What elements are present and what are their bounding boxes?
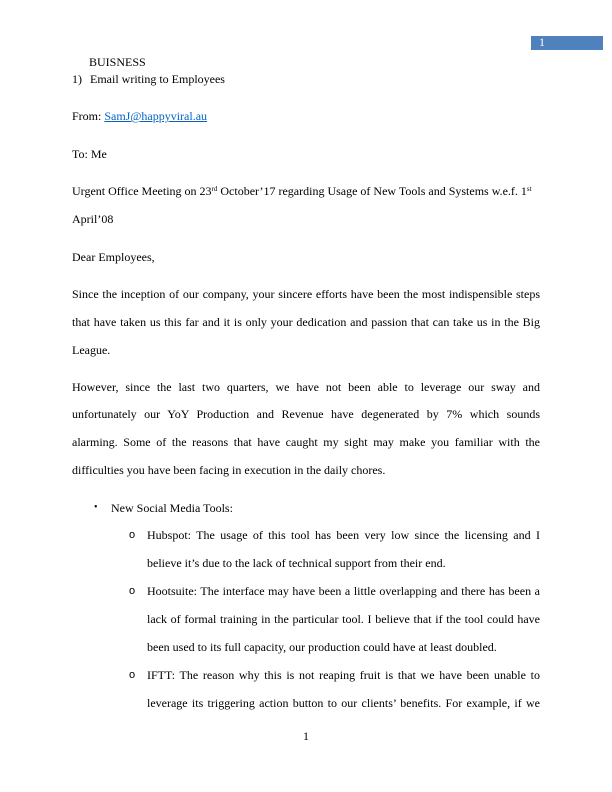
paragraph1-line: Since the inception of our company, your sincere efforts have been the most indispensible steps bbox=[72, 287, 540, 301]
sub-item-line: been used to its full capacity, our production could have at least doubled. bbox=[147, 640, 497, 654]
sub-bullet-icon: o bbox=[129, 669, 136, 681]
bullet-icon: • bbox=[94, 502, 98, 513]
section-title: Email writing to Employees bbox=[90, 72, 225, 86]
document-title: BUISNESS bbox=[89, 55, 146, 69]
sub-item-line: leverage its triggering action button to our clients’ benefits. For example, if we bbox=[147, 696, 540, 710]
header-page-number-box bbox=[531, 36, 603, 50]
greeting: Dear Employees, bbox=[72, 250, 155, 264]
paragraph2-line: alarming. Some of the reasons that have caught my sight may make you familiar with the bbox=[72, 435, 540, 449]
section-number: 1) bbox=[72, 72, 82, 86]
from-email-link[interactable]: SamJ@happyviral.au bbox=[104, 109, 208, 123]
footer-page-number: 1 bbox=[303, 729, 309, 743]
paragraph2-line: unfortunately our YoY Production and Revenue have degenerated by 7% which sounds bbox=[72, 407, 540, 421]
from-label: From: bbox=[72, 109, 105, 123]
header-page-number: 1 bbox=[539, 35, 545, 49]
bullet-label: New Social Media Tools: bbox=[111, 501, 233, 515]
sub-item-line: Hootsuite: The interface may have been a little overlapping and there has been a bbox=[147, 584, 540, 598]
sub-bullet-icon: o bbox=[129, 585, 136, 597]
paragraph2-line: However, since the last two quarters, we have not been able to leverage our sway and bbox=[72, 380, 540, 394]
sub-item-line: Hubspot: The usage of this tool has been very low since the licensing and I bbox=[147, 528, 540, 542]
email-from bbox=[72, 109, 207, 123]
paragraph2-line: difficulties you have been facing in execution in the daily chores. bbox=[72, 463, 386, 477]
sub-bullet-icon: o bbox=[129, 529, 136, 541]
paragraph1-line: that have taken us this far and it is only your dedication and passion that can take us in the Big bbox=[72, 315, 540, 329]
paragraph1-line: League. bbox=[72, 343, 111, 357]
email-subject-line2: April’08 bbox=[72, 212, 114, 226]
sub-item-line: lack of formal training in the particular tool. I believe that if the tool could have bbox=[147, 612, 540, 626]
sub-item-line: IFTT: The reason why this is not reaping fruit is that we have been unable to bbox=[147, 668, 540, 682]
email-to: To: Me bbox=[72, 147, 107, 161]
sub-item-line: believe it’s due to the lack of technical support from their end. bbox=[147, 556, 446, 570]
email-subject-line1: Urgent Office Meeting on 23rd October’17 regarding Usage of New Tools and Systems w.e.f. 1st bbox=[72, 184, 532, 198]
